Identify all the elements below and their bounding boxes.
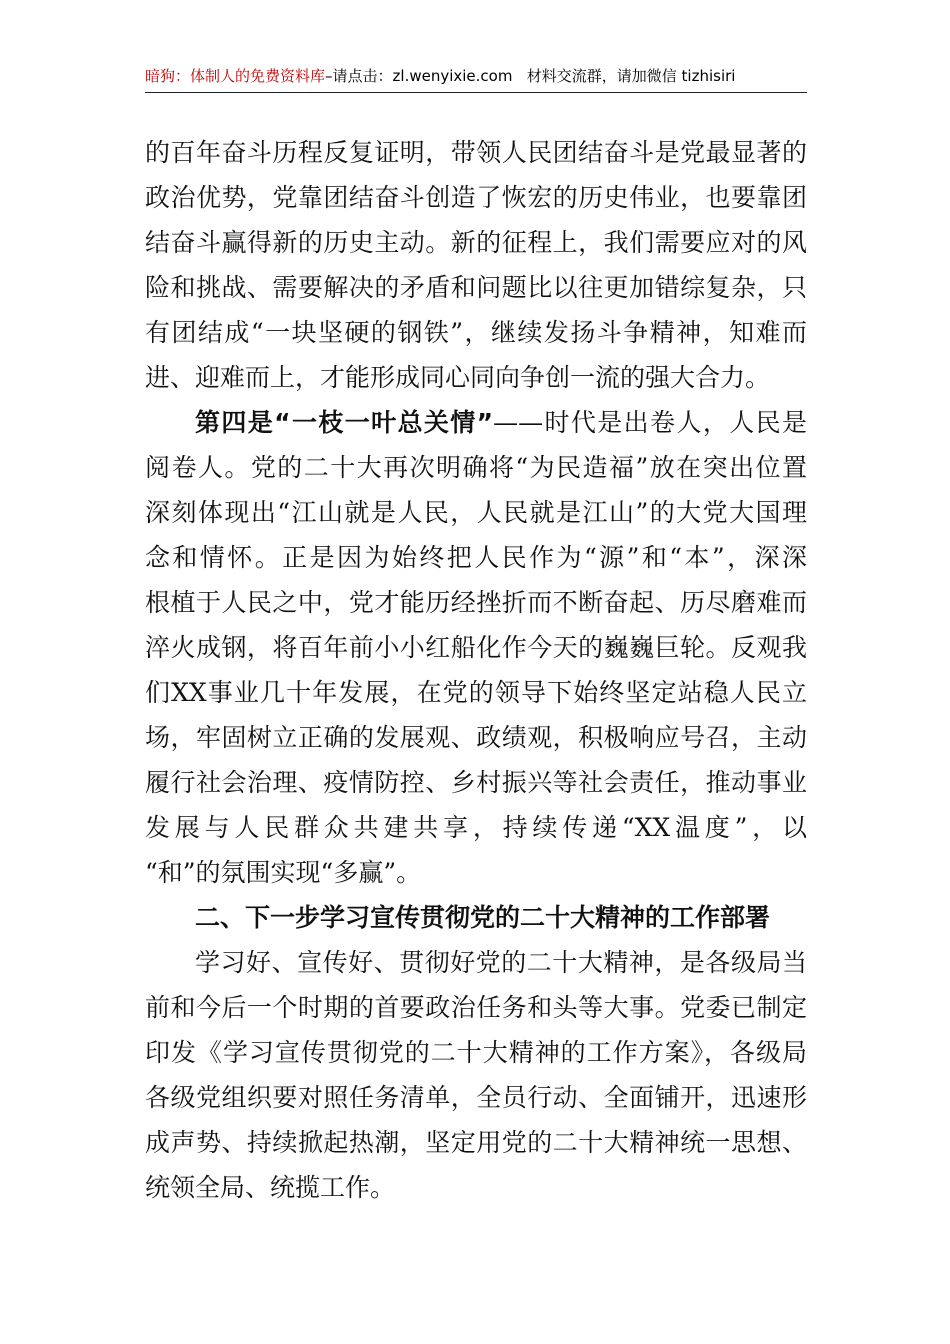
paragraph-lead-rest: ——时代是出卷人，人民是	[493, 408, 807, 437]
paragraph-1	[145, 130, 807, 400]
text-line: 统领全局、统揽工作。	[145, 1173, 396, 1202]
paragraph-3	[145, 940, 807, 1210]
header-click-label: –请点击：	[325, 67, 393, 85]
text-line: 成声势、持续掀起热潮，坚定用党的二十大精神统一思想、	[145, 1128, 807, 1157]
header-wechat-note: 材料交流群，请加微信 tizhisiri	[526, 67, 736, 85]
document-body	[145, 130, 807, 1210]
text-line: 阅卷人。党的二十大再次明确将“为民造福”放在突出位置	[145, 453, 807, 482]
section-heading: 二、下一步学习宣传贯彻党的二十大精神的工作部署	[195, 903, 771, 932]
text-line: 根植于人民之中，党才能历经挫折而不断奋起、历尽磨难而	[145, 588, 807, 617]
text-line: 场，牢固树立正确的发展观、政绩观，积极响应号召，主动	[145, 723, 807, 752]
text-line: 念和情怀。正是因为始终把人民作为“源”和“本”，深深	[145, 543, 807, 572]
header-site-link[interactable]: zl.wenyixie.com	[392, 67, 513, 85]
header-divider	[145, 92, 807, 93]
text-line: 履行社会治理、疫情防控、乡村振兴等社会责任，推动事业	[145, 768, 807, 797]
text-line	[145, 400, 807, 445]
text-line: 的百年奋斗历程反复证明，带领人民团结奋斗是党最显著的	[145, 138, 807, 167]
text-line: 有团结成“一块坚硬的钢铁”，继续发扬斗争精神，知难而	[145, 318, 807, 347]
text-line: 学习好、宣传好、贯彻好党的二十大精神，是各级局当	[195, 948, 807, 977]
text-line: 结奋斗赢得新的历史主动。新的征程上，我们需要应对的风	[145, 228, 807, 257]
header-site-name: 暗狗：体制人的免费资料库	[145, 67, 326, 85]
paragraph-lead-bold: 第四是“一枝一叶总关情”	[195, 408, 494, 437]
text-line: 险和挑战、需要解决的矛盾和问题比以往更加错综复杂，只	[145, 273, 807, 302]
text-line: 印发《学习宣传贯彻党的二十大精神的工作方案》，各级局	[145, 1038, 807, 1067]
text-line: 淬火成钢，将百年前小小红船化作今天的巍巍巨轮。反观我	[145, 633, 807, 662]
text-line: 各级党组织要对照任务清单，全员行动、全面铺开，迅速形	[145, 1083, 807, 1112]
text-line: 发展与人民群众共建共享，持续传递“XX温度”，以	[145, 813, 807, 842]
page-header	[145, 66, 805, 86]
text-line: 前和今后一个时期的首要政治任务和头等大事。党委已制定	[145, 993, 807, 1022]
text-line: 们XX事业几十年发展，在党的领导下始终坚定站稳人民立	[145, 678, 807, 707]
paragraph-2	[145, 400, 807, 895]
text-line: 政治优势，党靠团结奋斗创造了恢宏的历史伟业，也要靠团	[145, 183, 807, 212]
text-line: “和”的氛围实现“多赢”。	[145, 858, 422, 887]
text-line: 进、迎难而上，才能形成同心同向争创一流的强大合力。	[145, 363, 771, 392]
text-line: 深刻体现出“江山就是人民，人民就是江山”的大党大国理	[145, 498, 807, 527]
